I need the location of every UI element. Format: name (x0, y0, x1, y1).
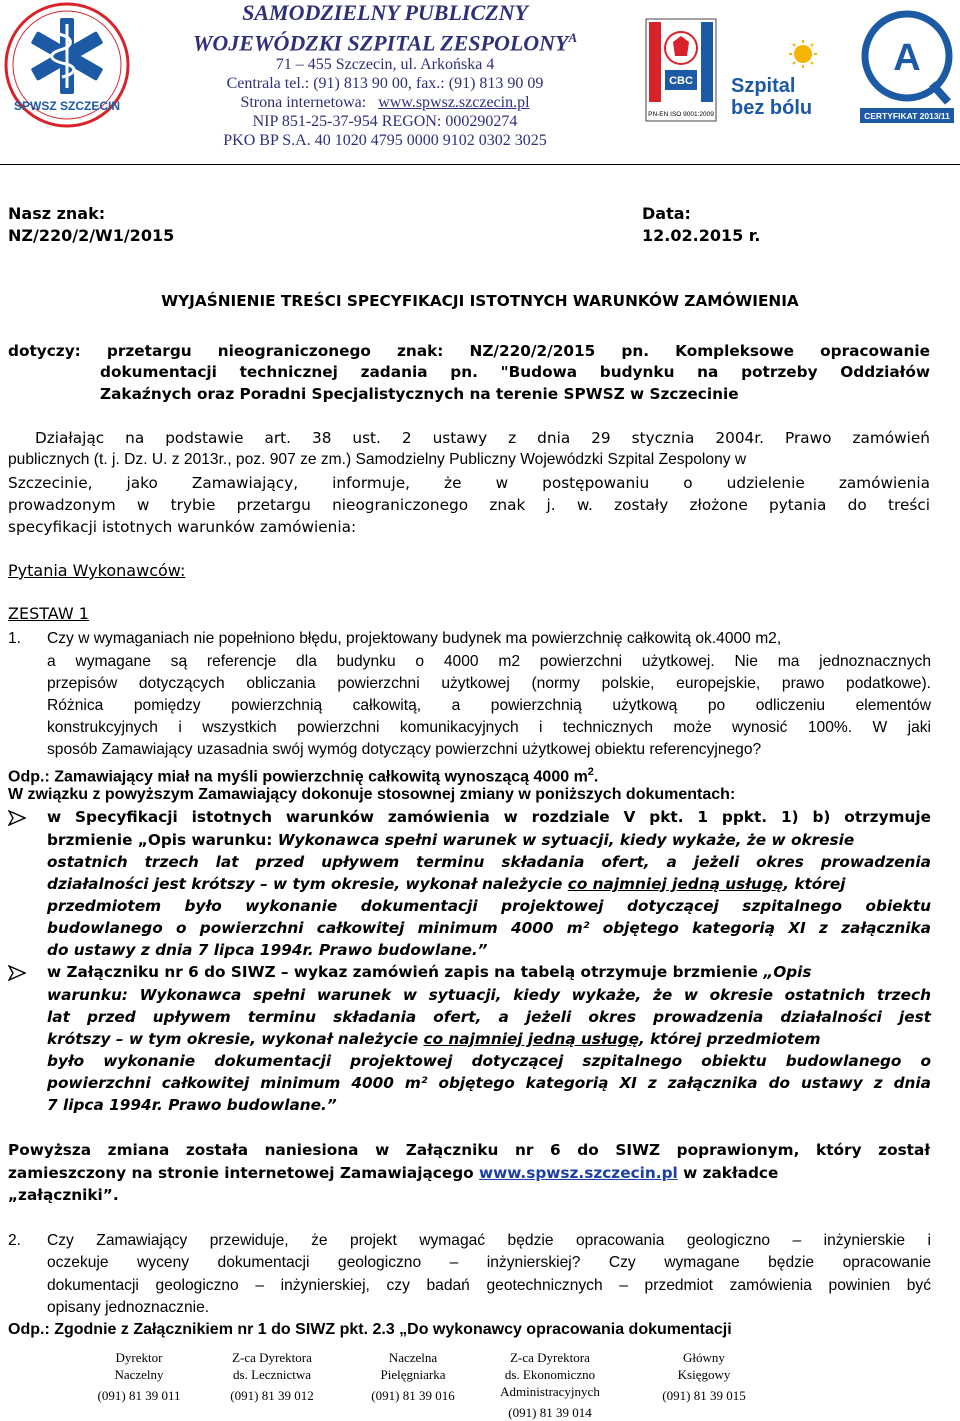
intro-line-5: specyfikacji istotnych warunków zamówienia: (8, 518, 357, 536)
org-nip-regon: NIP 851-25-37-954 REGON: 000290274 (252, 113, 518, 131)
our-ref: NZ/220/2/W1/2015 (8, 226, 175, 245)
bullet-1-line-4: działalności jest krótszy – w tym okresie, wykonał należycie co najmniej jedną usługę, której (47, 875, 846, 893)
bullet-1-line-5: przedmiotem było wykonanie dokumentacji projektowej dotyczącej szpitalnego obiektu (47, 897, 931, 915)
cert-text: PN-EN ISO 9001:2009 (648, 111, 714, 118)
concerns-line-3: Zakaźnych oraz Poradni Specjalistycznych na terenie SPWSZ w Szczecinie (100, 385, 739, 403)
intro-line-2: publicznych (t. j. Dz. U. z 2013r., poz. 907 ze zm.) Samodzielny Publiczny Wojewódzki Szpital Zespolony w (8, 451, 747, 468)
question-1-number: 1. (8, 630, 22, 647)
org-name-line2: WOJEWÓDZKI SZPITAL $ZESPOLONY^A$ (192, 30, 578, 56)
footer-contact-deputy-medical: Z-ca Dyrektora ds. Lecznictwa (091) 81 39 012 (230, 1350, 314, 1403)
org-website: Strona internetowa: www.spwsz.szczecin.pl (240, 94, 530, 112)
question-1-line-6: sposób Zamawiający uzasadnia swój wymóg dotyczący powierzchni użytkowej obiektu referencyjnego? (47, 741, 762, 758)
answer-2: Odp.: Zgodnie z Załącznikiem nr 1 do SIWZ pkt. 2.3 „Do wykonawcy opracowania dokumentacji (8, 1321, 732, 1338)
footer-contact-director: Dyrektor Naczelny (091) 81 39 011 (97, 1350, 181, 1403)
iso-certificate-logo (645, 18, 717, 122)
bezbolu-line2: bez bólu (731, 97, 813, 119)
org-phone: Centrala tel.: (91) 813 90 00, fax.: (91) 813 90 09 (226, 75, 544, 93)
footer-contact-chief-accountant: Główny Księgowy (091) 81 39 015 (662, 1350, 746, 1403)
set-heading: ZESTAW 1 (8, 604, 89, 623)
question-2-number: 2. (8, 1232, 22, 1249)
svg-text:A: A (893, 37, 921, 79)
bullet-2-line-3: lat przed upływem terminu składania ofert, a jeżeli okres prowadzenia działalności jest (47, 1008, 931, 1026)
question-2-line-2: oczekuje wyceny dokumentacji geologiczno – inżynierskiej? Czy wymagane będzie opracowanie (47, 1254, 931, 1271)
bullet-1-line-3: ostatnich trzech lat przed upływem terminu składania ofert, a jeżeli okres prowadzenia (47, 853, 931, 871)
org-name-line1: SAMODZIELNY PUBLICZNY (242, 0, 528, 25)
question-2-line-4: opisany jednoznacznie. (47, 1299, 210, 1316)
website-link[interactable]: www.spwsz.szczecin.pl (378, 94, 530, 112)
bullet-arrow-icon (8, 965, 26, 986)
logo-left-label: SPWSZ SZCZECIN (13, 99, 121, 113)
quality-certificate-logo (858, 10, 956, 124)
our-ref-label: Nasz znak: (8, 204, 106, 223)
footer-contact-head-nurse: Naczelna Pielęgniarka (091) 81 39 016 (371, 1350, 455, 1403)
intro-line-3: Szczecinie, jako Zamawiający, informuje, że w postępowaniu o udzielenie zamówienia (8, 474, 930, 492)
change-note-line-1: Powyższa zmiana została naniesiona w Załączniku nr 6 do SIWZ poprawionym, który został (8, 1141, 930, 1159)
question-1-line-5: konstrukcyjnych i wszystkich powierzchni komunikacyjnych i technicznych może wynosić 100%. W jaki (47, 719, 931, 736)
question-1-line-2: a wymagane są referencje dla budynku o 4000 m2 powierzchni użytkowej. Nie ma jednoznacznych (47, 653, 931, 670)
header-info (160, 0, 610, 150)
question-1-line-1: Czy w wymaganiach nie popełniono błędu, projektowany budynek ma powierzchnię całkowitą ok.4000 m2, (47, 630, 782, 647)
bullet-1-line-7: do ustawy z dnia 7 lipca 1994r. Prawo budowlane.” (47, 941, 488, 959)
bullet-2-line-5: było wykonanie dokumentacji projektowej dotyczącej szpitalnego obiektu budowlanego o (47, 1052, 931, 1070)
bullet-arrow-icon (8, 810, 26, 831)
bullet-2-line-7: 7 lipca 1994r. Prawo budowlane.” (47, 1096, 337, 1114)
changes-intro: W związku z powyższym Zamawiający dokonuje stosownej zmiany w poniższych dokumentach: (8, 786, 736, 803)
footer-contact-deputy-economic: Z-ca Dyrektora ds. Ekonomiczno Administracyjnych (091) 81 39 014 (500, 1350, 600, 1420)
org-bank: PKO BP S.A. 40 1020 4795 0000 9102 0302 3025 (223, 132, 547, 150)
spwsz-logo (4, 2, 130, 128)
answer-1: Odp.: Zamawiający miał na myśli powierzchnię całkowitą wynoszącą 4000 $m^2$. (8, 766, 599, 786)
bullet-1-line-1: w Specyfikacji istotnych warunków zamówienia w rozdziale V pkt. 1 ppkt. 1) b) otrzymuje (47, 808, 931, 826)
concerns-line-1: dotyczy: przetargu nieograniczonego znak: NZ/220/2/2015 pn. Kompleksowe opracowanie (8, 342, 930, 360)
bullet-2-line-1: w Załączniku nr 6 do SIWZ – wykaz zamówień zapis na tabelą otrzymuje brzmienie „Opis (47, 963, 812, 981)
header-divider (0, 164, 960, 165)
bullet-1-line-2: brzmienie „Opis warunku: Wykonawca spełni warunek w sytuacji, kiedy wykaże, że w okresie (47, 831, 855, 849)
bullet-2-line-4: krótszy – w tym okresie, wykonał należycie co najmniej jedną usługę, której przedmiotem (47, 1030, 821, 1048)
document-title: WYJAŚNIENIE TREŚCI SPECYFIKACJI ISTOTNYCH WARUNKÓW ZAMÓWIENIA (161, 292, 799, 310)
intro-line-4: prowadzonym w trybie przetargu nieograniczonego znak j. w. zostały złożone pytania do treści (8, 496, 930, 514)
szpital-bez-bolu-logo (725, 40, 828, 120)
q-certificate-text: CERTYFIKAT 2013/11 (864, 111, 950, 121)
document-date: 12.02.2015 r. (642, 226, 761, 245)
intro-line-1: Działając na podstawie art. 38 ust. 2 ustawy z dnia 29 stycznia 2004r. Prawo zamówień (35, 429, 930, 447)
svg-text:CBC: CBC (669, 75, 693, 87)
change-note-link[interactable]: www.spwsz.szczecin.pl (479, 1164, 678, 1182)
change-note-line-3: „załączniki”. (8, 1186, 119, 1204)
bullet-2-line-6: powierzchni całkowitej minimum 4000 m² objętego kategorią XI z załącznika do ustawy z dnia (47, 1074, 931, 1092)
questions-heading: Pytania Wykonawców: (8, 561, 186, 580)
change-note-line-2: zamieszczony na stronie internetowej Zamawiającego www.spwsz.szczecin.pl w zakładce (8, 1164, 779, 1182)
bullet-1-line-6: budowlanego o powierzchni całkowitej minimum 4000 m² objętego kategorią XI z załącznika (47, 919, 931, 937)
question-1-line-3: przepisów dotyczących obliczania powierzchni użytkowej (normy polskie, europejskie, prawo podatkowe). (47, 675, 931, 692)
date-label: Data: (642, 204, 691, 223)
question-1-line-4: Różnica pomiędzy powierzchnią całkowitą, a powierzchnią użytkową po odliczeniu elementów (47, 697, 931, 714)
question-2-line-3: dokumentacji geologiczno – inżynierskiej, czy badań geotechnicznych – przedmiot zamówienia powinien być (47, 1277, 931, 1294)
bullet-2-line-2: warunku: Wykonawca spełni warunek w sytuacji, kiedy wykaże, że w okresie ostatnich trzech (47, 986, 931, 1004)
concerns-line-2: dokumentacji technicznej zadania pn. "Budowa budynku na potrzeby Oddziałów (100, 363, 930, 381)
bezbolu-line1: Szpital (731, 75, 796, 97)
question-2-line-1: Czy Zamawiający przewiduje, że projekt wymagać będzie opracowania geologiczno – inżynierskie i (47, 1232, 931, 1249)
org-address: 71 – 455 Szczecin, ul. Arkońska 4 (275, 56, 495, 74)
